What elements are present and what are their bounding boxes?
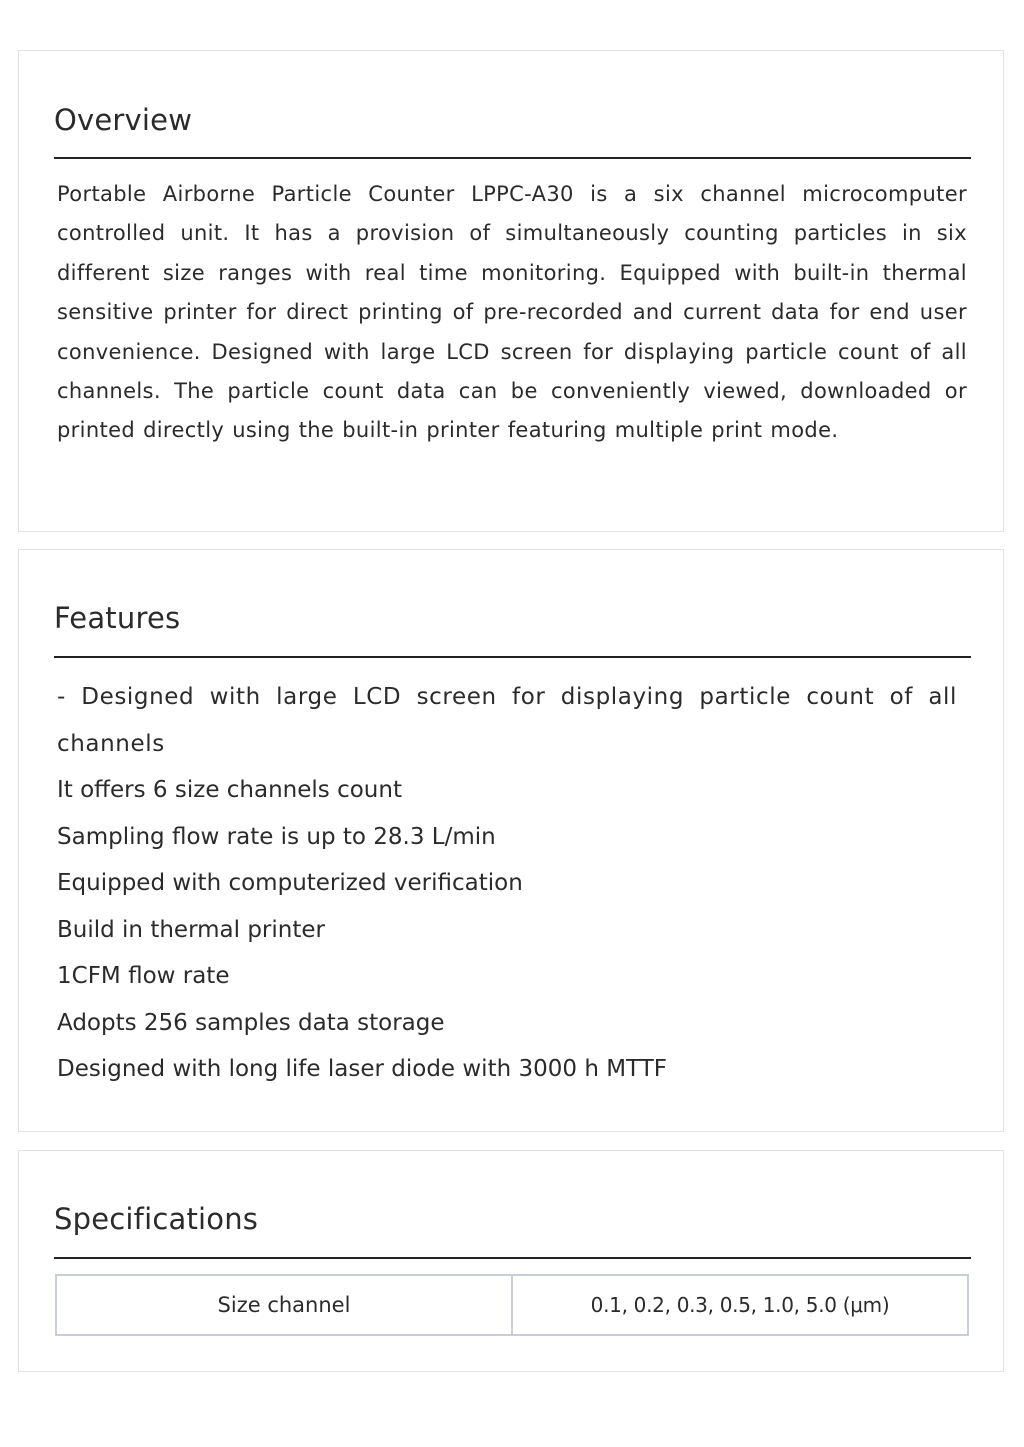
specifications-divider (54, 1257, 971, 1259)
features-heading: Features (54, 601, 181, 635)
feature-item: It offers 6 size channels count (57, 777, 402, 803)
specifications-section (18, 1150, 1004, 1372)
feature-item: Designed with long life laser diode with 3000 h MTTF (57, 1056, 667, 1082)
feature-item: Sampling flow rate is up to 28.3 L/min (57, 823, 496, 850)
features-list (57, 674, 957, 1093)
overview-paragraph: Portable Airborne Particle Counter LPPC-A30 is a six channel microcomputer controlled unit. It has a provision of simultaneously counting particles in six different size ranges with real time monitoring. Equipped with built-in thermal sensitive printer for direct printing of pre-recorded and current data for end user convenience. Designed with large LCD screen for displaying particle count of all channels. The particle count data can be conveniently viewed, downloaded or printed directly using the built-in printer featuring multiple print mode. (57, 182, 967, 443)
spec-label-cell: Size channel (56, 1275, 512, 1335)
feature-item: - Designed with large LCD screen for displaying particle count of all channels (57, 684, 957, 757)
overview-heading: Overview (54, 103, 193, 137)
feature-item: Equipped with computerized verification (57, 870, 523, 896)
specifications-table (55, 1274, 969, 1336)
table-row (56, 1275, 968, 1335)
feature-item: Build in thermal printer (57, 916, 325, 943)
features-section (18, 549, 1004, 1132)
feature-item: 1CFM flow rate (57, 963, 230, 989)
specifications-heading: Specifications (54, 1202, 259, 1236)
spec-value-cell: 0.1, 0.2, 0.3, 0.5, 1.0, 5.0 (μm) (512, 1275, 968, 1335)
overview-divider (54, 157, 971, 159)
features-divider (54, 656, 971, 658)
overview-section (18, 50, 1004, 532)
feature-item: Adopts 256 samples data storage (57, 1009, 445, 1036)
